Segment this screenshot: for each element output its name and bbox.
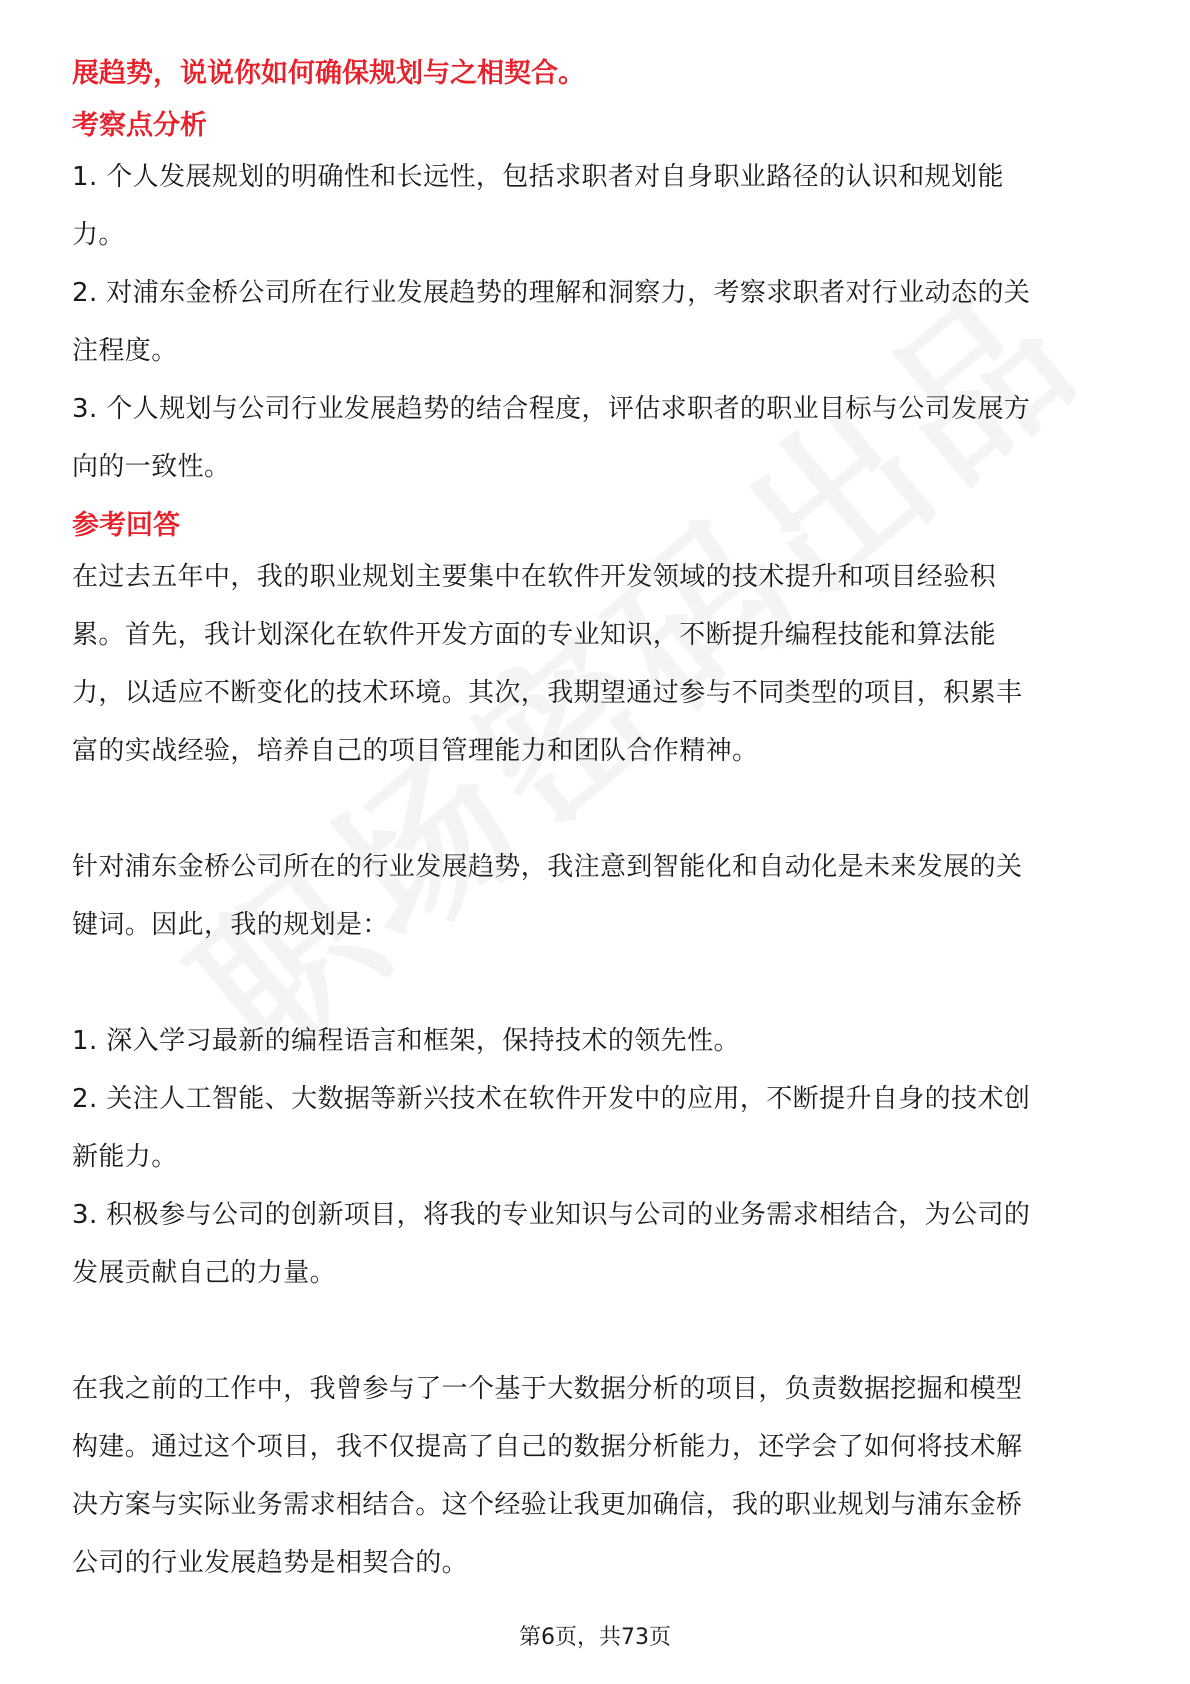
answer-heading: 参考回答 xyxy=(72,510,180,541)
answer-list-line: 2. 关注人工智能、大数据等新兴技术在软件开发中的应用，不断提升自身的技术创 xyxy=(72,1084,1031,1114)
analysis-line: 注程度。 xyxy=(72,336,178,366)
analysis-line: 3. 个人规划与公司行业发展趋势的结合程度，评估求职者的职业目标与公司发展方 xyxy=(72,394,1031,424)
paragraph-gap xyxy=(72,954,1120,1012)
answer-line: 构建。通过这个项目，我不仅提高了自己的数据分析能力，还学会了如何将技术解 xyxy=(72,1432,1023,1462)
answer-list-line: 3. 积极参与公司的创新项目，将我的专业知识与公司的业务需求相结合，为公司的 xyxy=(72,1200,1031,1230)
paragraph-gap xyxy=(72,780,1120,838)
paragraph-gap xyxy=(72,1302,1120,1360)
answer-paragraph-1 xyxy=(72,548,1120,780)
answer-line: 决方案与实际业务需求相结合。这个经验让我更加确信，我的职业规划与浦东金桥 xyxy=(72,1490,1023,1520)
answer-list-line: 发展贡献自己的力量。 xyxy=(72,1258,337,1288)
analysis-line: 力。 xyxy=(72,220,125,250)
analysis-list xyxy=(72,148,1120,496)
answer-line: 累。首先，我计划深化在软件开发方面的专业知识，不断提升编程技能和算法能 xyxy=(72,620,997,650)
answer-list-line: 新能力。 xyxy=(72,1142,178,1172)
analysis-line: 1. 个人发展规划的明确性和长远性，包括求职者对自身职业路径的认识和规划能 xyxy=(72,162,1004,192)
answer-line: 富的实战经验，培养自己的项目管理能力和团队合作精神。 xyxy=(72,736,759,766)
answer-line: 键词。因此，我的规划是： xyxy=(72,910,389,940)
answer-line: 在我之前的工作中，我曾参与了一个基于大数据分析的项目，负责数据挖掘和模型 xyxy=(72,1374,1023,1404)
answer-line: 针对浦东金桥公司所在的行业发展趋势，我注意到智能化和自动化是未来发展的关 xyxy=(72,852,1023,882)
analysis-line: 向的一致性。 xyxy=(72,452,231,482)
answer-line: 在过去五年中，我的职业规划主要集中在软件开发领域的技术提升和项目经验积 xyxy=(72,562,997,592)
intro-line: 展趋势，说说你如何确保规划与之相契合。 xyxy=(72,58,585,89)
analysis-heading: 考察点分析 xyxy=(72,110,207,141)
document-page xyxy=(72,52,1120,1592)
answer-line: 力，以适应不断变化的技术环境。其次，我期望通过参与不同类型的项目，积累丰 xyxy=(72,678,1023,708)
page-footer: 第6页，共73页 xyxy=(519,1625,671,1650)
answer-list xyxy=(72,1012,1120,1302)
answer-list-line: 1. 深入学习最新的编程语言和框架，保持技术的领先性。 xyxy=(72,1026,740,1056)
answer-paragraph-3 xyxy=(72,1360,1120,1592)
answer-line: 公司的行业发展趋势是相契合的。 xyxy=(72,1548,469,1578)
answer-paragraph-2 xyxy=(72,838,1120,954)
analysis-line: 2. 对浦东金桥公司所在行业发展趋势的理解和洞察力，考察求职者对行业动态的关 xyxy=(72,278,1031,308)
